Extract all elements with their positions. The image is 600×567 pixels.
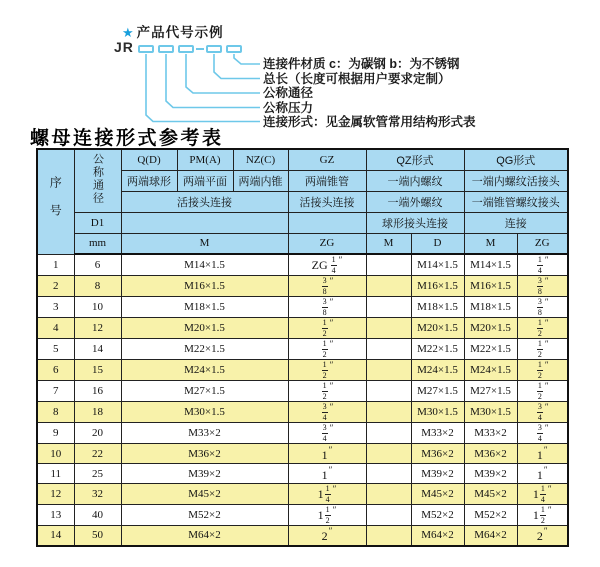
cell-qg-zg: $\frac{3}{8}$ ″: [517, 297, 568, 318]
header-empty-gz: [288, 212, 366, 233]
table-title: 螺母连接形式参考表: [30, 127, 224, 149]
cell-qz-d: M14×1.5: [411, 254, 464, 276]
cell-qg-m: M24×1.5: [464, 360, 517, 381]
cell-mm: 40: [74, 505, 121, 526]
table-row: [37, 254, 568, 276]
table-row: [37, 360, 568, 381]
cell-qg-m: M52×2: [464, 505, 517, 526]
cell-mm: 12: [74, 318, 121, 339]
code-label-diameter: 公称通径: [263, 86, 314, 100]
cell-qg-zg: $\frac{3}{8}$ ″: [517, 276, 568, 297]
header-nz-sub: 两端内锥: [233, 170, 288, 191]
cell-qz-d: M52×2: [411, 505, 464, 526]
header-qg: QG形式: [464, 149, 568, 170]
cell-m: M36×2: [121, 444, 288, 464]
cell-qz-m: [366, 402, 411, 423]
code-label-connection: 连接形式：见金属软管常用结构形式表: [263, 115, 476, 129]
cell-gz: $\frac{1}{2}$ ″: [288, 381, 366, 402]
header-qg-sub1: 一端内螺纹活接头: [464, 170, 568, 191]
cell-gz: $\frac{3}{4}$ ″: [288, 423, 366, 444]
cell-mm: 10: [74, 297, 121, 318]
code-label-material: 连接件材质 c：为碳钢 b：为不锈钢: [263, 57, 460, 71]
header-qz-connection: 球形接头连接: [366, 212, 464, 233]
header-qg-sub2: 一端锥管螺纹接头: [464, 191, 568, 212]
cell-qg-m: M20×1.5: [464, 318, 517, 339]
cell-seq: 6: [37, 360, 74, 381]
header-qz-col-d: D: [411, 233, 464, 254]
cell-gz: $\frac{1}{2}$ ″: [288, 360, 366, 381]
cell-seq: 1: [37, 254, 74, 276]
header-qg-col-zg: ZG: [517, 233, 568, 254]
table-row: [37, 318, 568, 339]
code-label-length: 总长（长度可根据用户要求定制）: [263, 71, 451, 86]
table-row: [37, 297, 568, 318]
table-row: [37, 339, 568, 360]
table-row: [37, 505, 568, 526]
cell-qg-zg: $\frac{1}{2}$ ″: [517, 339, 568, 360]
cell-qz-m: [366, 254, 411, 276]
cell-m: M64×2: [121, 526, 288, 546]
header-col-m: M: [121, 233, 288, 254]
table-row: [37, 381, 568, 402]
header-qg-connection: 连接: [464, 212, 568, 233]
cell-qg-zg: $\frac{1}{2}$ ″: [517, 318, 568, 339]
cell-mm: 20: [74, 423, 121, 444]
cell-qz-d: M24×1.5: [411, 360, 464, 381]
cell-qz-d: M16×1.5: [411, 276, 464, 297]
cell-mm: 16: [74, 381, 121, 402]
header-qz: QZ形式: [366, 149, 464, 170]
cell-qz-d: M22×1.5: [411, 339, 464, 360]
cell-m: M24×1.5: [121, 360, 288, 381]
cell-qz-m: [366, 484, 411, 505]
cell-qg-m: M16×1.5: [464, 276, 517, 297]
cell-gz: 1 $\frac{1}{2}$ ″: [288, 505, 366, 526]
cell-qz-d: M33×2: [411, 423, 464, 444]
table-body: [37, 254, 568, 546]
cell-m: M33×2: [121, 423, 288, 444]
cell-mm: 25: [74, 464, 121, 484]
cell-m: M14×1.5: [121, 254, 288, 276]
cell-qg-zg: 2″: [517, 526, 568, 546]
cell-gz: ZG $\frac{1}{4}$ ″: [288, 254, 366, 276]
cell-qz-m: [366, 464, 411, 484]
cell-m: M30×1.5: [121, 402, 288, 423]
table-row: [37, 464, 568, 484]
cell-mm: 50: [74, 526, 121, 546]
header-qz-sub1: 一端内螺纹: [366, 170, 464, 191]
cell-qz-m: [366, 297, 411, 318]
cell-mm: 15: [74, 360, 121, 381]
cell-m: M20×1.5: [121, 318, 288, 339]
code-label-pressure: 公称压力: [263, 100, 314, 115]
cell-qg-zg: $\frac{1}{2}$ ″: [517, 360, 568, 381]
header-gz-connection: 活接头连接: [288, 191, 366, 212]
cell-gz: $\frac{1}{2}$ ″: [288, 318, 366, 339]
code-labels: [263, 57, 476, 130]
cell-seq: 8: [37, 402, 74, 423]
header-mm: mm: [74, 233, 121, 254]
cell-seq: 11: [37, 464, 74, 484]
cell-qz-m: [366, 526, 411, 546]
cell-qz-m: [366, 444, 411, 464]
cell-qg-zg: $\frac{3}{4}$ ″: [517, 402, 568, 423]
cell-gz: $\frac{3}{4}$ ″: [288, 402, 366, 423]
code-prefix: JR: [114, 39, 134, 55]
header-seq: 序号: [37, 149, 74, 254]
cell-qz-d: M30×1.5: [411, 402, 464, 423]
cell-seq: 14: [37, 526, 74, 546]
cell-seq: 13: [37, 505, 74, 526]
header-nz: NZ(C): [233, 149, 288, 170]
cell-gz: 2″: [288, 526, 366, 546]
cell-qz-m: [366, 276, 411, 297]
header-pm: PM(A): [177, 149, 233, 170]
table-row: [37, 402, 568, 423]
cell-qg-m: M64×2: [464, 526, 517, 546]
header-gz-sub: 两端锥管: [288, 170, 366, 191]
cell-qz-m: [366, 360, 411, 381]
cell-gz: $\frac{3}{8}$ ″: [288, 297, 366, 318]
nut-connection-reference-table: [36, 148, 569, 547]
header-col-zg: ZG: [288, 233, 366, 254]
header-qd-sub: 两端球形: [121, 170, 177, 191]
product-code-example-label: 产品代号示例: [136, 25, 224, 40]
cell-gz: $\frac{3}{8}$ ″: [288, 276, 366, 297]
cell-qg-m: M39×2: [464, 464, 517, 484]
cell-mm: 32: [74, 484, 121, 505]
cell-qz-m: [366, 381, 411, 402]
cell-qz-d: M18×1.5: [411, 297, 464, 318]
cell-m: M18×1.5: [121, 297, 288, 318]
cell-mm: 22: [74, 444, 121, 464]
cell-qz-d: M20×1.5: [411, 318, 464, 339]
cell-gz: 1″: [288, 444, 366, 464]
cell-qg-zg: 1″: [517, 464, 568, 484]
cell-seq: 5: [37, 339, 74, 360]
header-qz-col-m: M: [366, 233, 411, 254]
cell-m: M45×2: [121, 484, 288, 505]
cell-m: M22×1.5: [121, 339, 288, 360]
cell-qg-m: M45×2: [464, 484, 517, 505]
table-row: [37, 423, 568, 444]
cell-seq: 7: [37, 381, 74, 402]
cell-qz-d: M36×2: [411, 444, 464, 464]
cell-qz-d: M27×1.5: [411, 381, 464, 402]
table-row: [37, 484, 568, 505]
cell-seq: 4: [37, 318, 74, 339]
header-qg-col-m: M: [464, 233, 517, 254]
header-empty-left: [121, 212, 288, 233]
header-qd: Q(D): [121, 149, 177, 170]
cell-qz-m: [366, 339, 411, 360]
cell-m: M27×1.5: [121, 381, 288, 402]
header-pm-sub: 两端平面: [177, 170, 233, 191]
cell-gz: 1 $\frac{1}{4}$ ″: [288, 484, 366, 505]
star-icon: ★: [122, 25, 135, 40]
cell-mm: 14: [74, 339, 121, 360]
header-union-connection: 活接头连接: [121, 191, 288, 212]
cell-qg-m: M30×1.5: [464, 402, 517, 423]
cell-seq: 9: [37, 423, 74, 444]
cell-qg-m: M14×1.5: [464, 254, 517, 276]
cell-m: M16×1.5: [121, 276, 288, 297]
cell-qg-zg: $\frac{3}{4}$ ″: [517, 423, 568, 444]
cell-seq: 12: [37, 484, 74, 505]
cell-mm: 8: [74, 276, 121, 297]
cell-mm: 18: [74, 402, 121, 423]
cell-qg-m: M33×2: [464, 423, 517, 444]
table-row: [37, 526, 568, 546]
cell-m: M52×2: [121, 505, 288, 526]
cell-mm: 6: [74, 254, 121, 276]
cell-qg-zg: 1 $\frac{1}{4}$ ″: [517, 484, 568, 505]
cell-qg-zg: 1 $\frac{1}{2}$ ″: [517, 505, 568, 526]
cell-qz-d: M39×2: [411, 464, 464, 484]
cell-qg-m: M36×2: [464, 444, 517, 464]
cell-qz-m: [366, 423, 411, 444]
header-qz-sub2: 一端外螺纹: [366, 191, 464, 212]
cell-qg-zg: $\frac{1}{4}$ ″: [517, 254, 568, 276]
cell-qg-zg: $\frac{1}{2}$ ″: [517, 381, 568, 402]
cell-qg-zg: 1″: [517, 444, 568, 464]
cell-gz: 1″: [288, 464, 366, 484]
cell-qz-d: M64×2: [411, 526, 464, 546]
cell-m: M39×2: [121, 464, 288, 484]
cell-seq: 2: [37, 276, 74, 297]
table-row: [37, 276, 568, 297]
cell-qg-m: M18×1.5: [464, 297, 517, 318]
header-nominal-diameter: 公称通径: [74, 149, 121, 212]
cell-qz-d: M45×2: [411, 484, 464, 505]
header-gz: GZ: [288, 149, 366, 170]
cell-qg-m: M27×1.5: [464, 381, 517, 402]
cell-seq: 10: [37, 444, 74, 464]
cell-qg-m: M22×1.5: [464, 339, 517, 360]
cell-seq: 3: [37, 297, 74, 318]
cell-gz: $\frac{1}{2}$ ″: [288, 339, 366, 360]
header-d1: D1: [74, 212, 121, 233]
cell-qz-m: [366, 318, 411, 339]
cell-qz-m: [366, 505, 411, 526]
table-row: [37, 444, 568, 464]
